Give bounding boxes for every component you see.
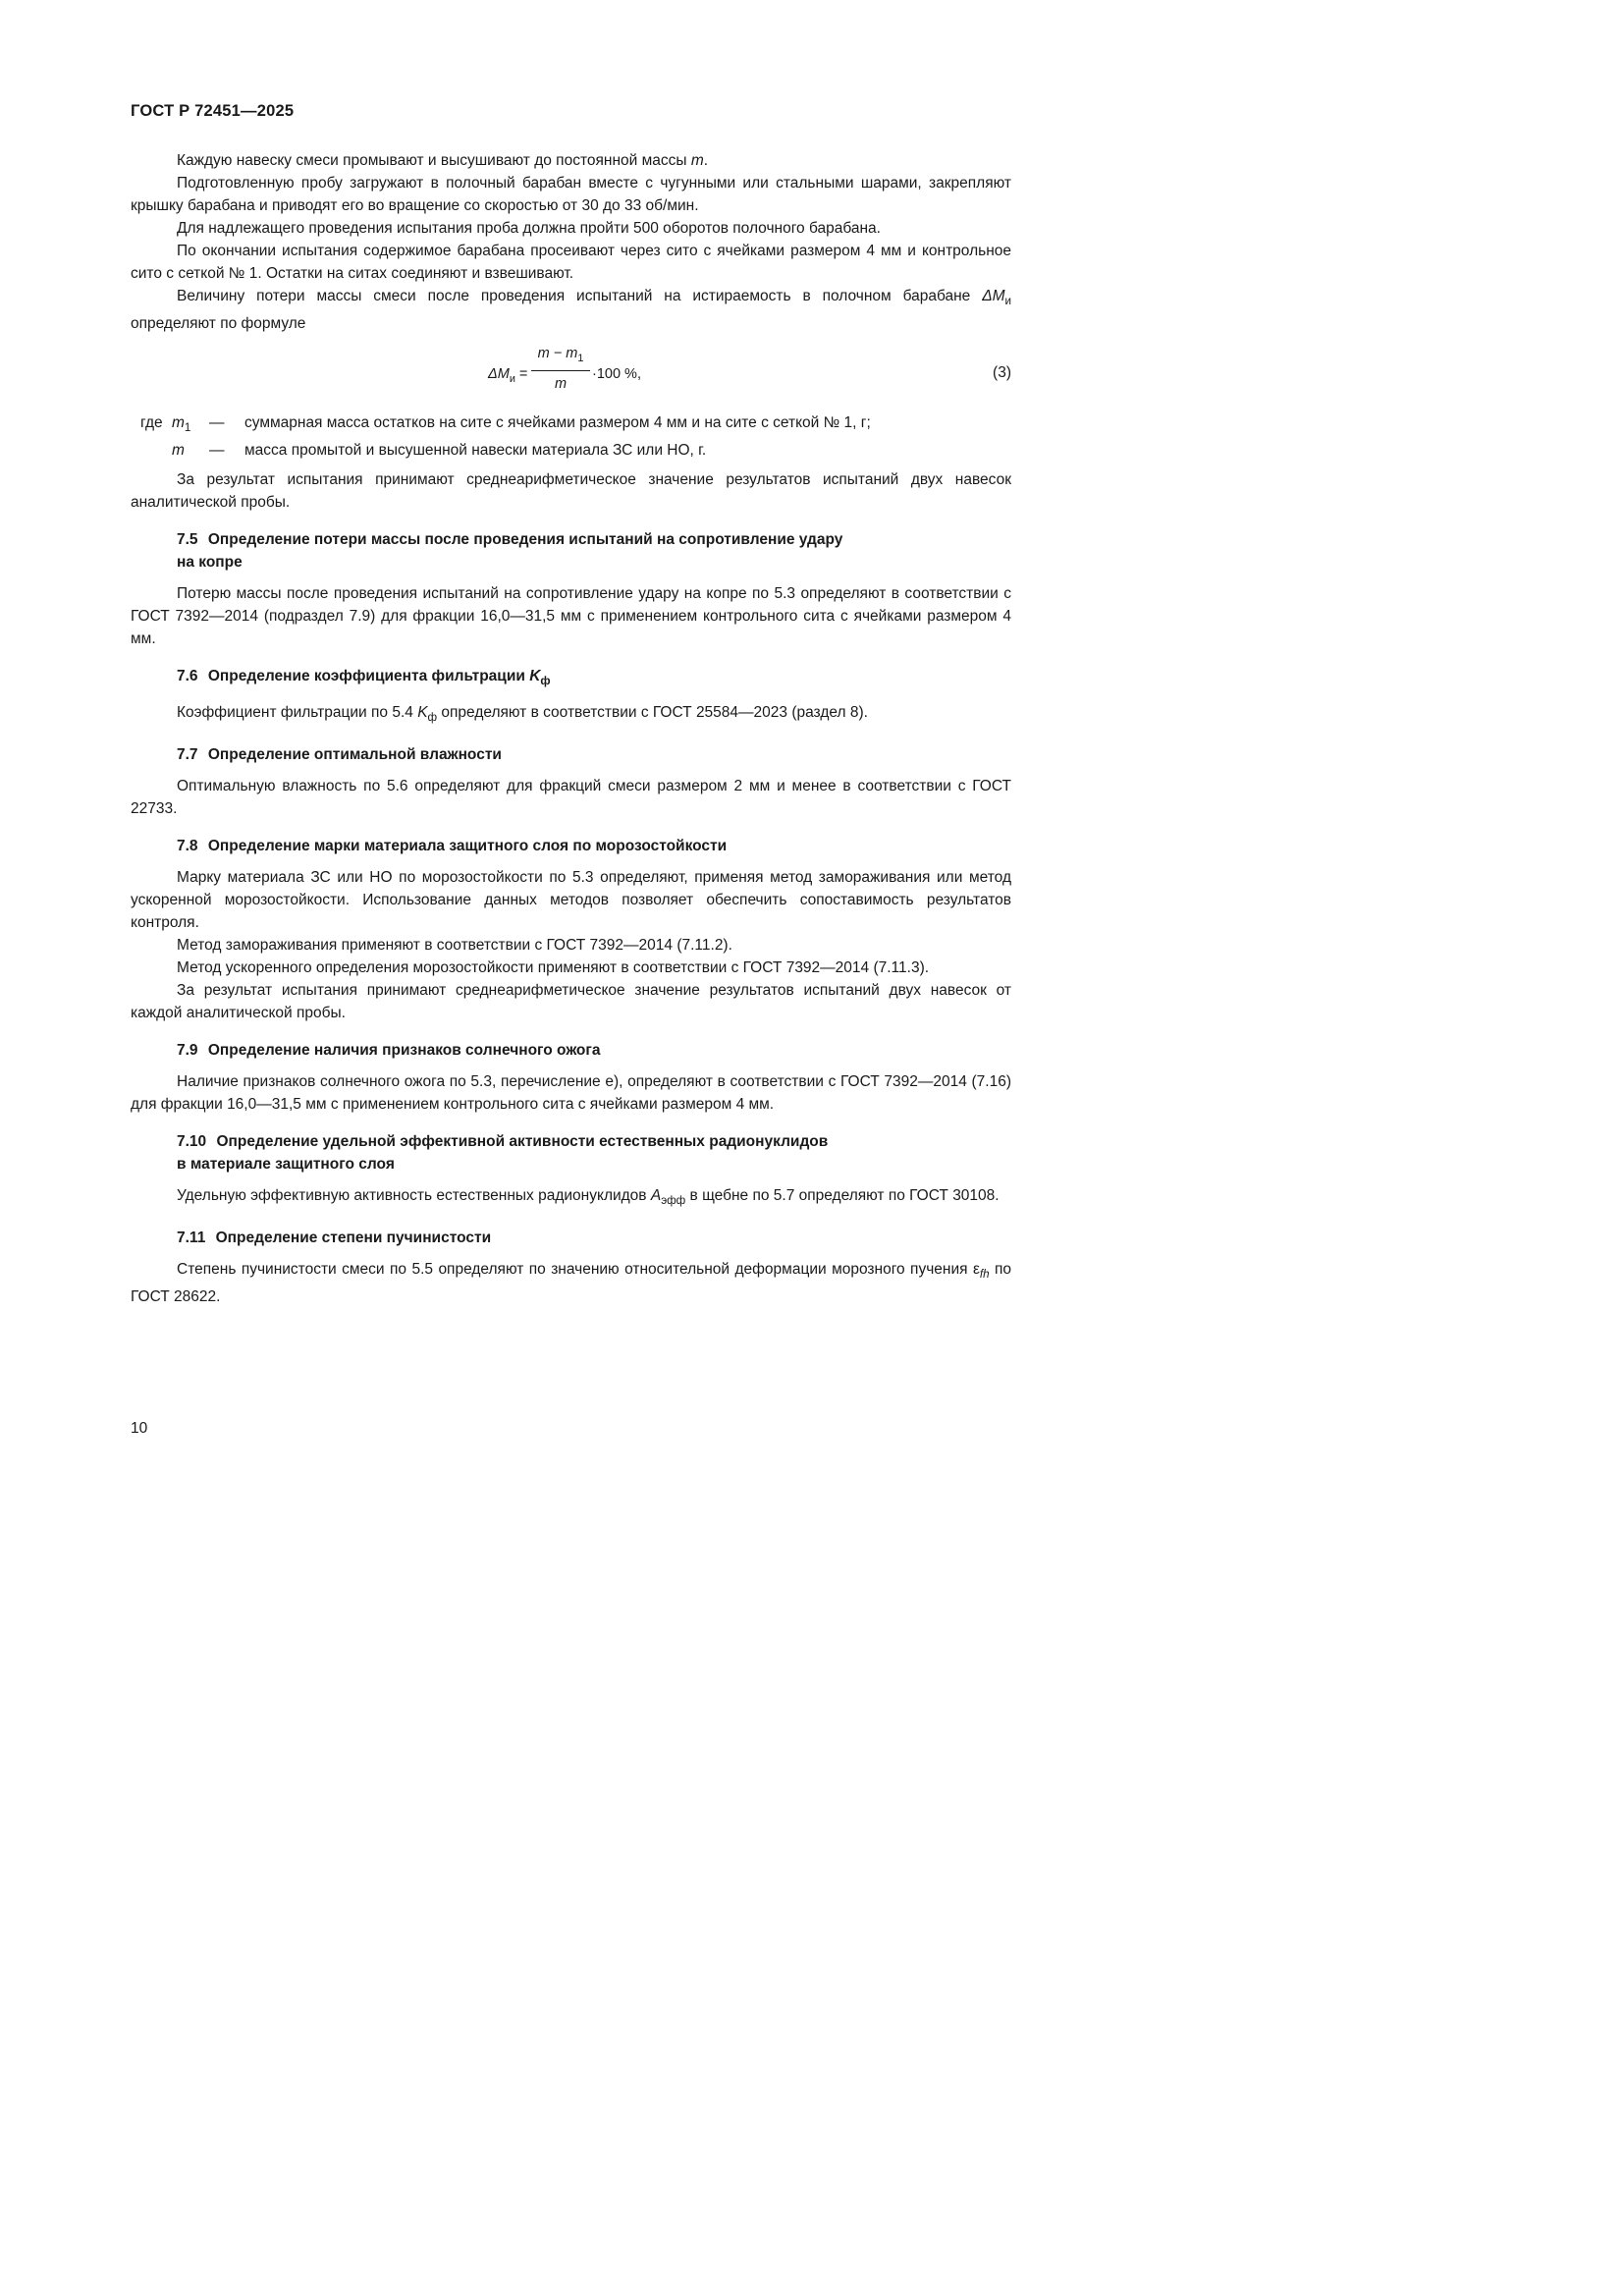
section-number: 7.6: [177, 668, 198, 685]
text: определяют по формуле: [131, 315, 306, 333]
definition-item: [131, 439, 1011, 466]
text: m − m: [537, 346, 578, 362]
section-heading-7-11: [177, 1227, 1011, 1249]
formula-3: [131, 345, 1011, 400]
variable: m: [690, 152, 704, 169]
symbol: ΔM: [982, 288, 1005, 304]
subscript: ф: [540, 675, 551, 688]
paragraph: [131, 701, 1011, 729]
text: Каждую навеску смеси промывают и высушивают до постоянной массы: [177, 152, 691, 169]
denominator: m: [554, 375, 568, 392]
subscript: 1: [184, 421, 191, 435]
text: Удельную эффективную активность естественных радионуклидов: [177, 1187, 651, 1205]
definition-text: суммарная масса остатков на сите с ячейками размером 4 мм и на сите с сеткой № 1, г;: [244, 414, 871, 432]
where-label: где: [140, 414, 163, 432]
section-title: Определение потери массы после проведения испытаний на сопротивление удару: [207, 531, 843, 549]
text: в щебне по 5.7 определяют по ГОСТ 30108.: [685, 1187, 1000, 1205]
section-title: Определение степени пучинистости: [215, 1230, 492, 1247]
symbol: ΔM: [488, 366, 510, 383]
section-heading-7-7: [177, 743, 1011, 766]
section-number: 7.10: [177, 1133, 207, 1151]
paragraph: [131, 149, 1011, 172]
subscript: 1: [577, 352, 584, 364]
paragraph: Оптимальную влажность по 5.6 определяют для фракций смеси размером 2 мм и менее в соответствии с ГОСТ 22733.: [131, 778, 1011, 818]
definition-symbol: [172, 411, 201, 439]
subscript: и: [509, 372, 515, 385]
text: Степень пучинистости смеси по 5.5 определяют по значению относительной деформации морозного пучения ε: [177, 1261, 980, 1279]
definition-item: [131, 411, 1011, 439]
symbol: K: [529, 668, 541, 685]
formula-lhs: [488, 363, 527, 391]
section-title: Определение наличия признаков солнечного ожога: [207, 1042, 601, 1060]
section-title: Определение марки материала защитного слоя по морозостойкости: [207, 838, 728, 855]
page-number: 10: [131, 1420, 148, 1437]
section-heading-7-6: [177, 665, 1011, 692]
section-number: 7.8: [177, 838, 198, 855]
section-title-cont: на копре: [177, 554, 243, 572]
paragraph: Метод замораживания применяют в соответствии с ГОСТ 7392—2014 (7.11.2).: [177, 937, 732, 955]
definition-text: масса промытой и высушенной навески материала ЗС или НО, г.: [244, 442, 707, 460]
paragraph: Потерю массы после проведения испытаний на сопротивление удару на копре по 5.3 определяют в соответствии с ГОСТ 7392—2014 (подраздел 7.9) для фракции 16,0—31,5 мм с применением контрольного сита с ячейками размером 4 мм.: [131, 585, 1011, 648]
subscript: эфф: [661, 1194, 686, 1208]
document-body: [131, 149, 1011, 1308]
definitions: [131, 411, 1011, 466]
dash: —: [209, 414, 225, 432]
document-header: ГОСТ Р 72451—2025: [131, 102, 295, 120]
paragraph: За результат испытания принимают среднеарифметическое значение результатов испытаний двух навесок аналитической пробы.: [131, 471, 1011, 512]
fraction: [531, 345, 590, 393]
symbol: m: [172, 414, 185, 432]
subscript: ф: [427, 711, 438, 725]
definition-symbol: m: [172, 442, 185, 460]
text: определяют в соответствии с ГОСТ 25584—2023 (раздел 8).: [437, 704, 868, 722]
symbol: K: [417, 704, 428, 722]
paragraph: [131, 1258, 1011, 1308]
document-page: [0, 0, 1083, 1531]
section-title: Определение коэффициента фильтрации: [207, 668, 530, 685]
section-title: Определение оптимальной влажности: [207, 746, 502, 764]
paragraph: Марку материала ЗС или НО по морозостойкости по 5.3 определяют, применяя метод замораживания или метод ускоренной морозостойкости. Использование данных методов позволяет обеспечить сопоставимость результатов контроля.: [131, 869, 1011, 932]
section-number: 7.5: [177, 531, 198, 549]
section-number: 7.9: [177, 1042, 198, 1060]
section-title: Определение удельной эффективной активности естественных радионуклидов: [216, 1133, 829, 1151]
section-title-cont: в материале защитного слоя: [177, 1156, 395, 1174]
paragraph: За результат испытания принимают среднеарифметическое значение результатов испытаний двух навесок от каждой аналитической пробы.: [131, 982, 1011, 1022]
symbol: A: [650, 1187, 662, 1205]
text: Величину потери массы смеси после проведения испытаний на истираемость в полочном барабане: [177, 288, 983, 304]
subscript: fh: [979, 1268, 990, 1282]
text: .: [703, 152, 709, 169]
section-heading-7-9: [177, 1039, 1011, 1062]
equals: =: [514, 366, 528, 383]
dash: —: [209, 442, 225, 460]
section-heading-7-8: [177, 835, 1011, 857]
fraction-bar: [531, 370, 590, 371]
section-heading-7-5: [177, 528, 1011, 574]
paragraph: Метод ускоренного определения морозостойкости применяют в соответствии с ГОСТ 7392—2014 (7.11.3).: [177, 959, 930, 977]
paragraph: Наличие признаков солнечного ожога по 5.3, перечисление е), определяют в соответствии с ГОСТ 7392—2014 (7.16) для фракции 16,0—31,5 мм с применением контрольного сита с ячейками размером 4 мм.: [131, 1073, 1011, 1114]
section-number: 7.11: [177, 1230, 206, 1247]
section-heading-7-10: [177, 1130, 1011, 1175]
formula-rhs: ·100 %,: [592, 366, 641, 383]
section-number: 7.7: [177, 746, 198, 764]
equation-number: (3): [993, 364, 1011, 382]
paragraph: Для надлежащего проведения испытания проба должна пройти 500 оборотов полочного барабана.: [177, 220, 881, 237]
paragraph: [131, 285, 1011, 335]
paragraph: По окончании испытания содержимое барабана просеивают через сито с ячейками размером 4 мм и контрольное сито с сеткой № 1. Остатки на ситах соединяют и взвешивают.: [131, 243, 1011, 282]
paragraph: Подготовленную пробу загружают в полочный барабан вместе с чугунными или стальными шарами, закрепляют крышку барабана и приводят его во вращение со скоростью от 30 до 33 об/мин.: [131, 175, 1011, 214]
text: по ГОСТ 28622.: [131, 1261, 1011, 1306]
paragraph: [131, 1184, 1011, 1212]
numerator: [531, 345, 590, 367]
subscript: и: [1004, 295, 1011, 308]
text: Коэффициент фильтрации по 5.4: [177, 704, 418, 722]
